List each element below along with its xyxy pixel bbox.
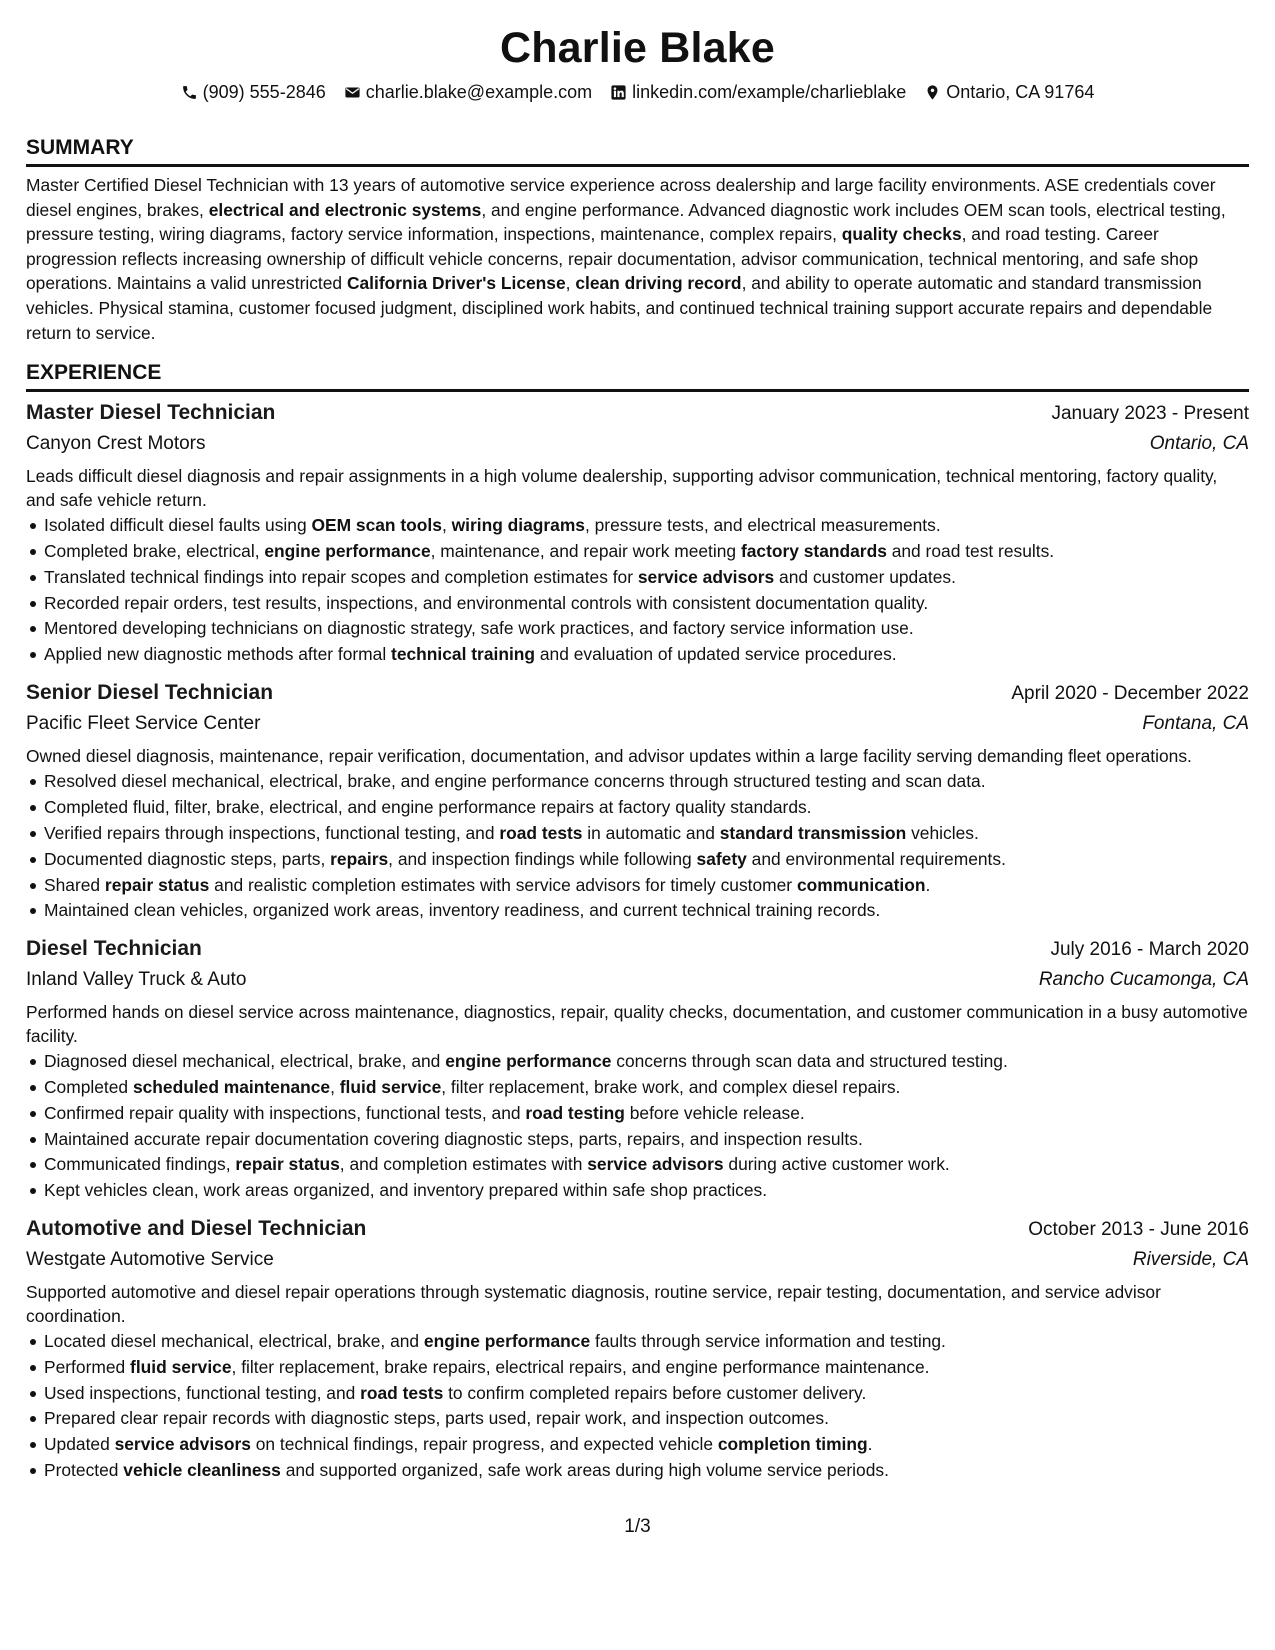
text-run: Resolved diesel mechanical, electrical, brake, and engine performance concerns through structured testing and scan data. [44, 771, 986, 792]
job-description: Supported automotive and diesel repair operations through systematic diagnosis, routine service, repair testing, documentation, and service advisor coordination. [26, 1282, 1161, 1326]
job-location: Rancho Cucamonga, CA [1038, 969, 1249, 991]
text-run: , and completion estimates with [339, 1154, 588, 1175]
bold-keyword: fluid service [130, 1356, 232, 1377]
text-run: , and engine performance. Advanced diagnostic work includes OEM scan tools, electrical testing, pressure testing, wiring diagrams, factory service information, inspections, maintenance, complex repairs, [26, 199, 1226, 245]
text-run: in automatic and [582, 823, 720, 844]
bold-keyword: safety [696, 848, 747, 869]
bold-keyword: repair status [235, 1154, 340, 1175]
text-run: and road test results. [886, 540, 1055, 561]
bold-keyword: road tests [499, 823, 583, 844]
bullet-item [44, 539, 1249, 565]
resume-page [26, 0, 1249, 1484]
job-header-row [26, 1214, 1249, 1245]
text-run: , [330, 1077, 340, 1098]
bold-keyword: fluid service [339, 1077, 442, 1098]
job-company: Inland Valley Truck & Auto [26, 969, 247, 991]
bullet-item [44, 1406, 1249, 1432]
contact-bar [26, 80, 1249, 104]
email-link[interactable]: charlie.blake@example.com [365, 82, 593, 102]
job-company: Canyon Crest Motors [26, 433, 206, 455]
job-description: Owned diesel diagnosis, maintenance, repair verification, documentation, and advisor updates within a large facility serving demanding fleet operations. [26, 745, 1192, 766]
contact-linkedin[interactable] [610, 80, 906, 104]
bold-keyword: OEM scan tools [311, 515, 442, 536]
text-run: . [925, 874, 931, 895]
text-run: Updated [44, 1434, 115, 1455]
contact-location [924, 80, 1094, 104]
job-header-row [26, 934, 1249, 965]
text-run: Documented diagnostic steps, parts, [44, 848, 331, 869]
text-run: , and road testing. Career progression reflects increasing ownership of difficult vehicle concerns, repair documentation, advisor communication, technical mentoring, and safe shop operations. Maintains a valid unrestricted [26, 224, 1199, 294]
contact-email[interactable] [344, 80, 592, 104]
job-entry [26, 934, 1249, 1204]
summary-text [26, 173, 1249, 345]
text-run: and customer updates. [774, 566, 956, 587]
text-run: Confirmed repair quality with inspections, functional tests, and [44, 1102, 526, 1123]
bullet-item [44, 1152, 1249, 1178]
job-company-row [26, 1245, 1249, 1275]
text-run: during active customer work. [723, 1154, 950, 1175]
text-run: , and ability to operate automatic and standard transmission vehicles. Physical stamina, customer focused judgment, disciplined work habits, and continued technical training support accurate repairs and dependable return to service. [26, 273, 1213, 343]
text-run: , pressure tests, and electrical measurements. [584, 515, 941, 536]
text-run: Protected [44, 1459, 124, 1480]
phone-icon [181, 84, 198, 101]
bold-keyword: electrical and electronic systems [208, 199, 482, 220]
job-dates: April 2020 - December 2022 [1011, 682, 1249, 704]
bullet-item [44, 642, 1249, 668]
text-run: , [441, 515, 452, 536]
text-run: Kept vehicles clean, work areas organized, and inventory prepared within safe shop practices. [44, 1180, 768, 1201]
text-run: , [565, 273, 576, 294]
bullet-item [44, 1329, 1249, 1355]
text-run: Translated technical findings into repair scopes and completion estimates for [44, 566, 638, 587]
job-bullets [26, 769, 1249, 924]
text-run: , and inspection findings while following [388, 848, 697, 869]
job-description: Leads difficult diesel diagnosis and repair assignments in a high volume dealership, supporting advisor communication, technical mentoring, factory quality, and safe vehicle return. [26, 466, 1218, 510]
location-text: Ontario, CA 91764 [946, 82, 1095, 102]
text-run: to confirm completed repairs before customer delivery. [443, 1382, 867, 1403]
text-run: Applied new diagnostic methods after formal [44, 644, 392, 665]
bullet-item [44, 898, 1249, 924]
text-run: before vehicle release. [624, 1102, 805, 1123]
text-run: Verified repairs through inspections, functional testing, and [44, 823, 500, 844]
text-run: Recorded repair orders, test results, inspections, and environmental controls with consistent documentation quality. [44, 592, 929, 613]
job-company-row [26, 709, 1249, 739]
job-entry [26, 398, 1249, 668]
text-run: and realistic completion estimates with service advisors for timely customer [209, 874, 797, 895]
bullet-item [44, 616, 1249, 642]
text-run: Isolated difficult diesel faults using [44, 515, 312, 536]
bullet-item [44, 1101, 1249, 1127]
experience-heading: EXPERIENCE [26, 359, 1249, 392]
bullet-item [44, 1049, 1249, 1075]
job-title: Diesel Technician [26, 937, 202, 961]
text-run: Communicated findings, [44, 1154, 236, 1175]
text-run: Performed [44, 1356, 131, 1377]
bold-keyword: California Driver's License [346, 273, 566, 294]
job-dates: July 2016 - March 2020 [1050, 939, 1249, 961]
text-run: Completed brake, electrical, [44, 540, 265, 561]
page-number: 1/3 [624, 1516, 651, 1537]
job-bullets [26, 513, 1249, 668]
bullet-item [44, 769, 1249, 795]
job-description: Performed hands on diesel service across maintenance, diagnostics, repair, quality checks, documentation, and customer communication in a busy automotive facility. [26, 1002, 1248, 1046]
bold-keyword: factory standards [740, 540, 887, 561]
job-dates: October 2013 - June 2016 [1028, 1219, 1249, 1240]
envelope-icon [344, 84, 361, 101]
text-run: on technical findings, repair progress, and expected vehicle [250, 1434, 718, 1455]
linkedin-link[interactable]: linkedin.com/example/charlieblake [632, 82, 907, 102]
bullet-item [44, 1458, 1249, 1484]
bold-keyword: service advisors [114, 1434, 251, 1455]
job-location: Fontana, CA [1142, 712, 1249, 734]
bullet-item [44, 1075, 1249, 1101]
linkedin-icon [610, 84, 627, 101]
job-title: Senior Diesel Technician [26, 680, 274, 704]
bold-keyword: engine performance [423, 1331, 591, 1351]
text-run: vehicles. [906, 823, 979, 844]
job-bullets [26, 1329, 1249, 1484]
bold-keyword: repairs [330, 848, 389, 869]
bold-keyword: service advisors [637, 566, 775, 587]
job-header-row [26, 398, 1249, 429]
text-run: Completed [44, 1077, 133, 1098]
text-run: Shared [44, 874, 105, 895]
bold-keyword: standard transmission [719, 823, 907, 844]
bullet-item [44, 873, 1249, 899]
job-company-row [26, 965, 1249, 995]
text-run: , filter replacement, brake work, and complex diesel repairs. [441, 1077, 901, 1098]
text-run: and evaluation of updated service procedures. [535, 644, 897, 665]
job-dates: January 2023 - Present [1051, 403, 1249, 425]
text-run: Maintained clean vehicles, organized work areas, inventory readiness, and current technical training records. [44, 900, 881, 921]
experience-list [26, 398, 1249, 1484]
bullet-item [44, 513, 1249, 539]
summary-heading: SUMMARY [26, 134, 1249, 167]
bold-keyword: quality checks [841, 224, 962, 245]
job-entry [26, 678, 1249, 924]
text-run: and supported organized, safe work areas during high volume service periods. [280, 1459, 889, 1480]
bold-keyword: road tests [360, 1382, 444, 1403]
text-run: , filter replacement, brake repairs, electrical repairs, and engine performance maintenance. [231, 1356, 930, 1377]
bullet-item [44, 591, 1249, 617]
text-run: Master Certified Diesel Technician with 13 years of automotive service experience across dealership and large facility environments. ASE credentials cover diesel engines, brakes, [26, 175, 1216, 220]
text-run: Located diesel mechanical, electrical, brake, and [44, 1331, 424, 1351]
job-company-row [26, 429, 1249, 459]
text-run: faults through service information and testing. [590, 1331, 946, 1351]
bold-keyword: repair status [104, 874, 210, 895]
bullet-item [44, 565, 1249, 591]
job-header-row [26, 678, 1249, 709]
bullet-item [44, 1178, 1249, 1204]
job-title: Master Diesel Technician [26, 401, 276, 425]
job-location: Ontario, CA [1149, 433, 1249, 455]
bullet-item [44, 847, 1249, 873]
text-run: , maintenance, and repair work meeting [430, 540, 741, 561]
bold-keyword: service advisors [587, 1154, 724, 1175]
text-run: Diagnosed diesel mechanical, electrical, brake, and [44, 1051, 446, 1072]
job-company: Westgate Automotive Service [26, 1249, 274, 1270]
bold-keyword: road testing [525, 1102, 625, 1123]
bold-keyword: communication [796, 874, 926, 895]
text-run: Maintained accurate repair documentation covering diagnostic steps, parts, repairs, and inspection results. [44, 1128, 863, 1149]
bullet-item [44, 1127, 1249, 1153]
text-run: Prepared clear repair records with diagnostic steps, parts used, repair work, and inspection outcomes. [44, 1408, 829, 1429]
job-entry [26, 1214, 1249, 1484]
text-run: Completed fluid, filter, brake, electrical, and engine performance repairs at factory quality standards. [44, 797, 812, 818]
bold-keyword: engine performance [445, 1051, 612, 1072]
map-pin-icon [924, 84, 941, 101]
contact-phone [181, 80, 326, 104]
bullet-item [44, 795, 1249, 821]
job-location: Riverside, CA [1132, 1249, 1249, 1270]
text-run: concerns through scan data and structured testing. [611, 1051, 1008, 1072]
bold-keyword: wiring diagrams [451, 515, 585, 536]
job-title: Automotive and Diesel Technician [26, 1217, 367, 1240]
bullet-item [44, 1432, 1249, 1458]
text-run: Mentored developing technicians on diagnostic strategy, safe work practices, and factory service information use. [44, 618, 914, 639]
candidate-name: Charlie Blake [499, 24, 776, 72]
phone-text: (909) 555-2846 [202, 82, 326, 102]
bold-keyword: completion timing [717, 1434, 868, 1455]
text-run: and environmental requirements. [746, 848, 1006, 869]
job-bullets [26, 1049, 1249, 1204]
text-run: . [867, 1434, 873, 1455]
bold-keyword: engine performance [264, 540, 431, 561]
bold-keyword: scheduled maintenance [132, 1077, 331, 1098]
bold-keyword: vehicle cleanliness [123, 1459, 281, 1480]
text-run: Used inspections, functional testing, and [44, 1382, 361, 1403]
bold-keyword: technical training [391, 644, 536, 665]
bold-keyword: clean driving record [575, 273, 742, 294]
bullet-item [44, 1381, 1249, 1407]
bullet-item [44, 1355, 1249, 1381]
job-company: Pacific Fleet Service Center [26, 712, 261, 734]
bullet-item [44, 821, 1249, 847]
